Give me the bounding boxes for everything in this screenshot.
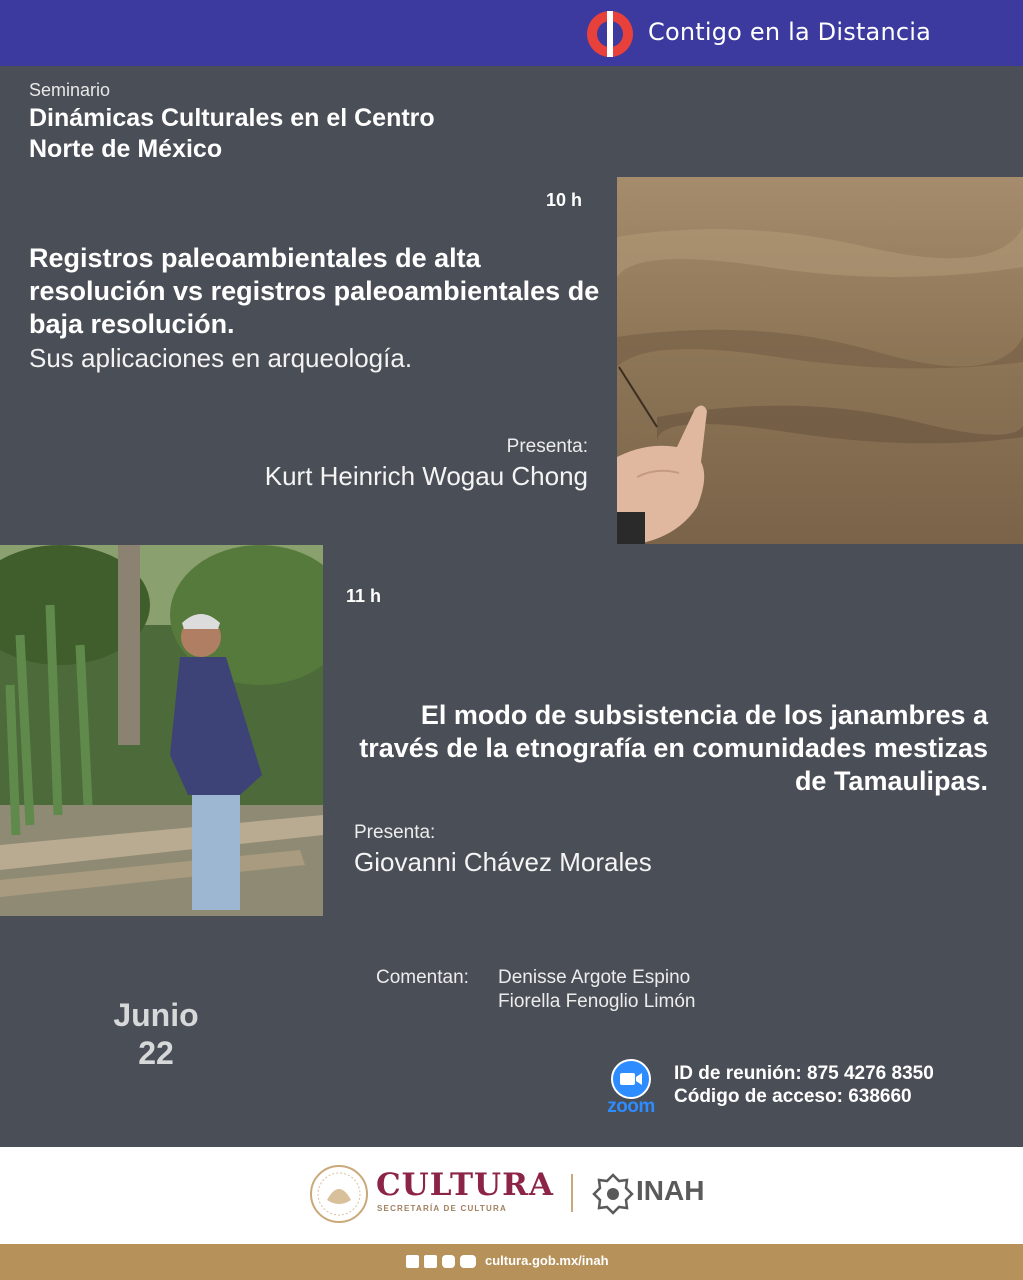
session-1-title: Registros paleoambientales de alta resolución vs registros paleoambientales de baja resolución.: [29, 243, 600, 339]
footer-logos: [0, 1147, 1023, 1244]
session-1-presenter-name: Kurt Heinrich Wogau Chong: [264, 461, 588, 491]
event-day: 22: [138, 1035, 174, 1071]
footer-url-link[interactable]: cultura.gob.mx/inah: [485, 1253, 609, 1268]
event-month: Junio: [113, 997, 199, 1033]
commentator-name: Denisse Argote Espino: [498, 967, 691, 988]
commentators-label: Comentan:: [376, 967, 469, 988]
zoom-wordmark: zoom: [607, 1096, 655, 1117]
top-banner: [0, 0, 1023, 66]
national-seal-icon: [309, 1164, 369, 1224]
soil-profile-photo: [617, 177, 1023, 544]
secretaria-wordmark: SECRETARÍA DE CULTURA: [377, 1204, 507, 1213]
inah-emblem-icon: [592, 1173, 634, 1215]
session-1-subtitle: Sus aplicaciones en arqueología.: [29, 343, 413, 373]
farmer-field-photo: [0, 545, 323, 916]
session-1-presenter-label: Presenta:: [506, 436, 588, 457]
commentator-name: Fiorella Fenoglio Limón: [498, 991, 696, 1012]
seminar-label: Seminario: [29, 80, 111, 100]
zoom-access-code: Código de acceso: 638660: [674, 1086, 912, 1107]
session-1-time: 10 h: [545, 190, 582, 210]
soil-photo-image: [617, 177, 1023, 544]
cultura-wordmark: CULTURA: [376, 1167, 554, 1203]
footer-bar: [0, 1244, 1023, 1280]
zoom-camera-icon: [611, 1059, 651, 1099]
session-2-presenter-label: Presenta:: [354, 822, 436, 843]
twitter-icon[interactable]: [424, 1255, 437, 1268]
session-2-title: El modo de subsistencia de los janambres a través de la etnografía en comunidades mestizas de Tamaulipas.: [359, 700, 988, 796]
facebook-icon[interactable]: [406, 1255, 419, 1268]
session-2-time: 11 h: [346, 586, 382, 606]
contigo-logo-icon: [580, 9, 640, 59]
seminar-title: Dinámicas Culturales en el Centro Norte de México: [29, 104, 435, 163]
footer-divider: [571, 1174, 573, 1212]
session-2-presenter-name: Giovanni Chávez Morales: [354, 847, 652, 877]
brand-text: Contigo en la Distancia: [648, 18, 932, 46]
instagram-icon[interactable]: [442, 1255, 455, 1268]
zoom-meeting-id: ID de reunión: 875 4276 8350: [674, 1063, 934, 1084]
farmer-photo-image: [0, 545, 323, 916]
youtube-icon[interactable]: [460, 1255, 476, 1268]
inah-wordmark: INAH: [636, 1175, 705, 1206]
event-date: [96, 996, 216, 1072]
zoom-logo: [598, 1059, 664, 1119]
